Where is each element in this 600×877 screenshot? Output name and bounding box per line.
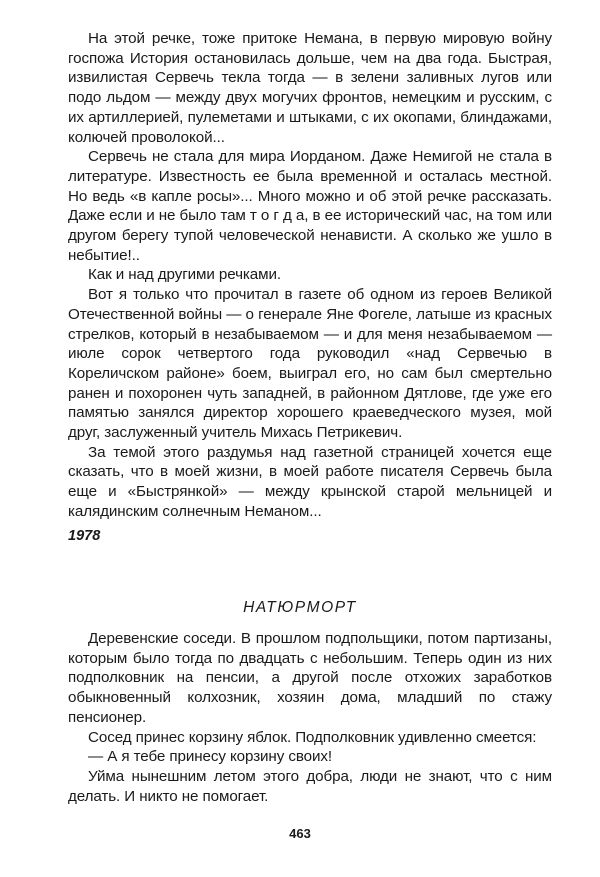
page-number: 463 xyxy=(289,826,311,841)
paragraph: — А я тебе принесу корзину своих! xyxy=(88,748,332,766)
paragraph: Сервечь не стала для мира Иорданом. Даже Немигой не стала в литературе. Известность ее была временной и осталась местной. Но ведь «в капле росы»... Много можно и об этой речке рассказать. Даже если и не было там т о г д а, в ее исторический час, на том или другом берегу тупой человеческой ненависти. А сколько же ушло в небытие!.. xyxy=(68,148,552,264)
essay-date: 1978 xyxy=(68,528,101,544)
paragraph: Сосед принес корзину яблок. Подполковник удивленно смеется: xyxy=(88,728,537,746)
paragraph: Вот я только что прочитал в газете об одном из героев Великой Отечественной войны — о генерале Яне Фогеле, латыше из красных стрелков, который в незабываемом — и для меня незабываемом — июле сорок четвертого года руководил «над Сервечью в Кореличском районе» боем, выиграл его, но сам был смертельно ранен и похоронен чуть западней, в районном Дятлове, где уже его памятью занялся директор хорошего краеведческого музея, мой друг, заслуженный учитель Михась Петрикевич. xyxy=(68,286,552,442)
essay-text-top xyxy=(68,29,552,522)
paragraph: Деревенские соседи. В прошлом подпольщики, потом партизаны, которым было тогда по двадцать с небольшим. Теперь один из них подполковник на пенсии, а другой после отхожих заработков обыкновенный колхозник, хозяин дома, младший по стажу пенсионер. xyxy=(68,630,552,726)
paragraph: Как и над другими речками. xyxy=(88,266,281,284)
paragraph: Уйма нынешним летом этого добра, люди не знают, что с ним делать. И никто не помогает. xyxy=(68,767,552,805)
paragraph: На этой речке, тоже притоке Немана, в первую мировую войну госпожа История остановилась дольше, чем на два года. Быстрая, извилистая Сервечь текла тогда — в зелени заливных лугов или подо льдом — между двух могучих фронтов, немецким и русским, с их артиллерией, пулеметами и штыками, с их окопами, блиндажами, колючей проволокой... xyxy=(68,30,552,146)
essay-text-bottom xyxy=(68,629,552,806)
section-title: НАТЮРМОРТ xyxy=(243,599,357,616)
paragraph: За темой этого раздумья над газетной страницей хочется еще сказать, что в моей жизни, в моей работе писателя Сервечь была еще и «Быстрянкой» — между крынской старой мельницей и калядинским солнечным Неманом... xyxy=(68,443,552,520)
